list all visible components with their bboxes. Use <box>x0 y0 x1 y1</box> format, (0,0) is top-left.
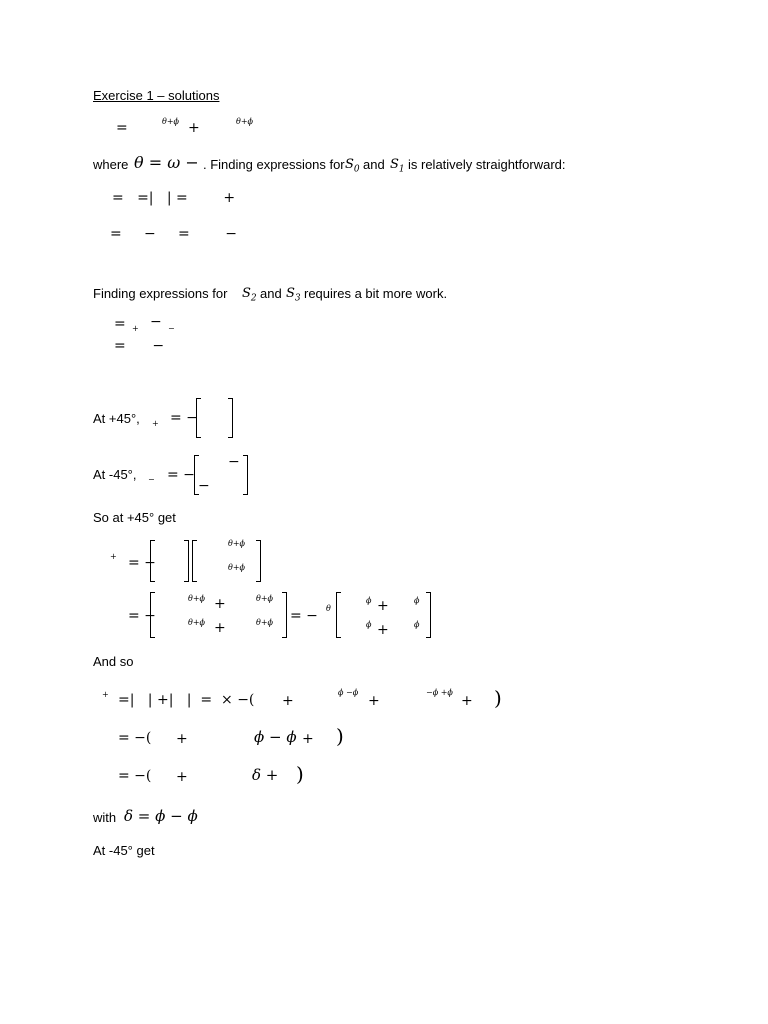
line2-eq: = −( <box>118 730 152 746</box>
matrix-left-bracket <box>192 540 197 582</box>
mat2-r4-plus: + <box>377 622 389 638</box>
matrix-right-bracket <box>282 592 287 638</box>
at-plus45-eq: = − <box>170 410 198 426</box>
mat1-exp-top: θ+ϕ <box>228 539 245 548</box>
matrix-right-bracket <box>228 398 233 438</box>
mat1-eq: = − <box>128 555 156 571</box>
matrix-left-bracket <box>150 592 155 638</box>
delta-expression: δ = ϕ − ϕ <box>124 807 198 825</box>
mat2-theta: θ <box>326 604 331 613</box>
line1-close-paren: ) <box>494 686 502 710</box>
line1-plus1: + <box>282 693 294 709</box>
mat2-r3-b: ϕ <box>414 596 420 605</box>
line1-sub: + <box>102 690 109 699</box>
equation-s3: = − <box>114 338 165 354</box>
matrix-left-bracket <box>150 540 155 582</box>
line1-eq: =| | +| | = × −( <box>118 692 255 708</box>
at-plus45-sub: + <box>152 419 159 428</box>
s1-symbol: $S_1$ <box>390 157 405 175</box>
eq1-equals: = <box>116 120 128 136</box>
at-plus45-label: At +45°, <box>93 411 140 426</box>
line1-plus2: + <box>368 693 380 709</box>
where-text-b: is relatively straightforward: <box>408 157 566 172</box>
matrix-left-bracket <box>336 592 341 638</box>
line1-exp2: −ϕ +ϕ <box>426 688 453 697</box>
mat2-r4-b: ϕ <box>414 620 420 629</box>
line3-eq: = −( <box>118 768 152 784</box>
line1-exp1: ϕ −ϕ <box>338 688 359 697</box>
mat2-eq: = − <box>128 608 156 624</box>
where-text-a: . Finding expressions for <box>203 157 345 172</box>
at-minus45-sub: − <box>148 475 155 484</box>
and-so-text: And so <box>93 654 134 669</box>
eq1-exp2: θ+ϕ <box>236 117 253 126</box>
matrix-right-bracket <box>184 540 189 582</box>
at-minus45-get-text: At -45° get <box>93 843 155 858</box>
s2s3-rest: requires a bit more work. <box>304 286 448 301</box>
where-prefix: where <box>93 157 129 172</box>
line2-plus1: + <box>176 731 188 747</box>
at-minus45-eq: = − <box>167 467 195 483</box>
mat2-r2-plus: + <box>214 620 226 636</box>
eq-s2-plus-sub: + <box>132 324 139 333</box>
line3-plus1: + <box>176 769 188 785</box>
page-title: Exercise 1 – solutions <box>93 88 220 103</box>
line2-mid: ϕ − ϕ <box>254 728 297 746</box>
mat2-r2-b: θ+ϕ <box>256 618 273 627</box>
s3-symbol: $S_3$ <box>286 286 301 304</box>
mat1-exp-bottom: θ+ϕ <box>228 563 245 572</box>
line1-plus3: + <box>461 693 473 709</box>
s2s3-and: and <box>260 286 282 301</box>
equation-s1: = − = − <box>110 226 238 242</box>
mat2-r1-a: θ+ϕ <box>188 594 205 603</box>
s0-symbol: $S_0$ <box>345 157 360 175</box>
line2-close-paren: ) <box>336 724 344 748</box>
mat2-eq2: = − <box>290 608 318 624</box>
where-and: and <box>363 157 385 172</box>
so-at-plus45-text: So at +45° get <box>93 510 176 525</box>
matrix-right-bracket <box>256 540 261 582</box>
theta-expression: θ = ω − <box>134 153 199 172</box>
eq-s2-minus: − <box>150 314 162 330</box>
eq1-plus: + <box>188 120 200 136</box>
matrix-minus-top: − <box>228 454 240 470</box>
mat2-r2-a: θ+ϕ <box>188 618 205 627</box>
eq-s2-minus-sub: − <box>168 324 175 333</box>
line3-close-paren: ) <box>296 762 304 786</box>
mat2-r3-a: ϕ <box>366 596 372 605</box>
line3-mid: δ + <box>252 766 279 784</box>
mat2-r4-a: ϕ <box>366 620 372 629</box>
matrix-right-bracket <box>243 455 248 495</box>
matrix-right-bracket <box>426 592 431 638</box>
matrix-left-bracket <box>196 398 201 438</box>
s2s3-prefix: Finding expressions for <box>93 286 228 301</box>
eq-s2-equals: = <box>114 316 126 332</box>
line2-plus2: + <box>302 731 314 747</box>
eq1-exp1: θ+ϕ <box>162 117 179 126</box>
mat2-r3-plus: + <box>377 598 389 614</box>
matrix-minus-bottom: − <box>198 478 210 494</box>
s2-symbol: $S_2$ <box>242 286 257 304</box>
mat2-r1-plus: + <box>214 596 226 612</box>
mat2-r1-b: θ+ϕ <box>256 594 273 603</box>
at-minus45-label: At -45°, <box>93 467 137 482</box>
mat1-sub: + <box>110 552 117 561</box>
with-label: with <box>93 810 117 825</box>
equation-s0: = =| | = + <box>112 190 236 206</box>
